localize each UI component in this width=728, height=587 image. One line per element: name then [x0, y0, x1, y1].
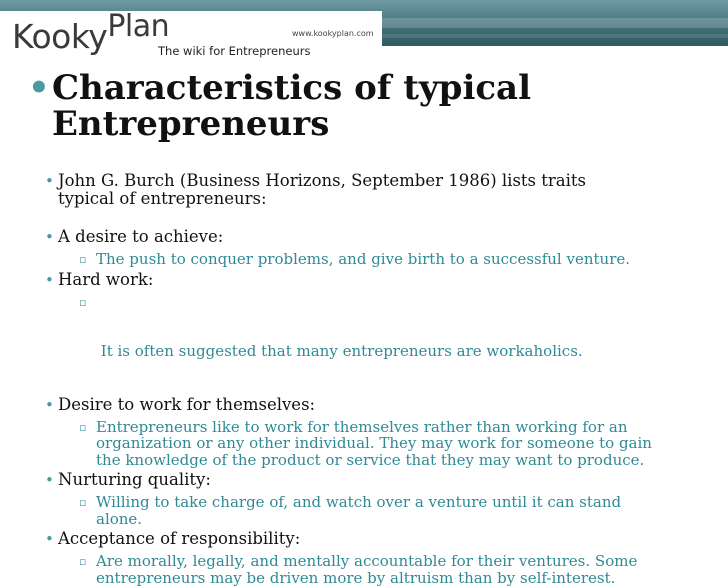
bullet-icon: • — [45, 228, 54, 246]
sub-bullet-icon: ▫ — [79, 555, 87, 568]
trait-item — [45, 394, 698, 414]
bullet-icon: • — [45, 530, 54, 548]
trait-detail — [79, 294, 698, 393]
logo-tagline: The wiki for Entrepreneurs — [158, 44, 311, 58]
trait-detail — [79, 552, 698, 587]
sub-bullet-icon: ▫ — [79, 253, 87, 266]
detail-line: Entrepreneurs like to work for themselves rather than working for an — [96, 417, 628, 436]
sub-bullet-icon: ▫ — [79, 496, 87, 509]
trait-label: Desire to work for themselves: — [58, 394, 316, 414]
trait-detail — [79, 250, 698, 268]
detail-line: Are morally, legally, and mentally accountable for their ventures. Some — [96, 552, 638, 570]
bullet-icon: • — [45, 270, 54, 289]
trait-item — [45, 529, 698, 548]
detail-line: Willing to take charge of, and watch over a venture until it can stand — [96, 493, 622, 511]
slide-body — [45, 171, 698, 587]
trait-item — [45, 227, 698, 246]
trait-label: Acceptance of responsibility: — [58, 529, 301, 548]
detail-line: It is often suggested that many entrepreneurs are workaholics. — [96, 342, 583, 360]
bullet-icon: • — [45, 172, 54, 190]
slide-title — [28, 68, 702, 144]
trait-detail — [79, 493, 698, 528]
sub-bullet-icon: ▫ — [79, 420, 87, 434]
bullet-icon: • — [45, 471, 54, 489]
trait-item — [45, 269, 698, 289]
intro-item — [45, 171, 698, 208]
trait-label: Nurturing quality: — [58, 470, 211, 489]
trait-label: A desire to achieve: — [58, 227, 224, 246]
detail-line: organization or any other individual. They may work for someone to gain — [96, 434, 652, 452]
logo-sup: Plan — [107, 9, 170, 44]
title-line-2: Entrepreneurs — [52, 104, 330, 144]
logo — [12, 9, 170, 58]
logo-url: www.kookyplan.com — [292, 29, 374, 38]
detail-line: alone. — [96, 509, 143, 528]
trait-label: Hard work: — [58, 269, 154, 289]
intro-line-2: typical of entrepreneurs: — [58, 189, 267, 208]
title-line-1: Characteristics of typical — [52, 68, 532, 108]
sub-bullet-icon: ▫ — [79, 295, 87, 309]
detail-line: entrepreneurs may be driven more by altruism than by self-interest. — [96, 568, 616, 587]
detail-line: The push to conquer problems, and give birth to a successful venture. — [96, 250, 631, 268]
title-bullet-icon: • — [28, 68, 50, 108]
intro-line-1: John G. Burch (Business Horizons, September 1986) lists traits — [58, 171, 586, 190]
trait-detail — [79, 417, 698, 469]
detail-line: the knowledge of the product or service that they may want to produce. — [96, 450, 645, 469]
trait-item — [45, 470, 698, 489]
bullet-icon: • — [45, 395, 54, 414]
logo-main: Kooky — [12, 17, 108, 56]
